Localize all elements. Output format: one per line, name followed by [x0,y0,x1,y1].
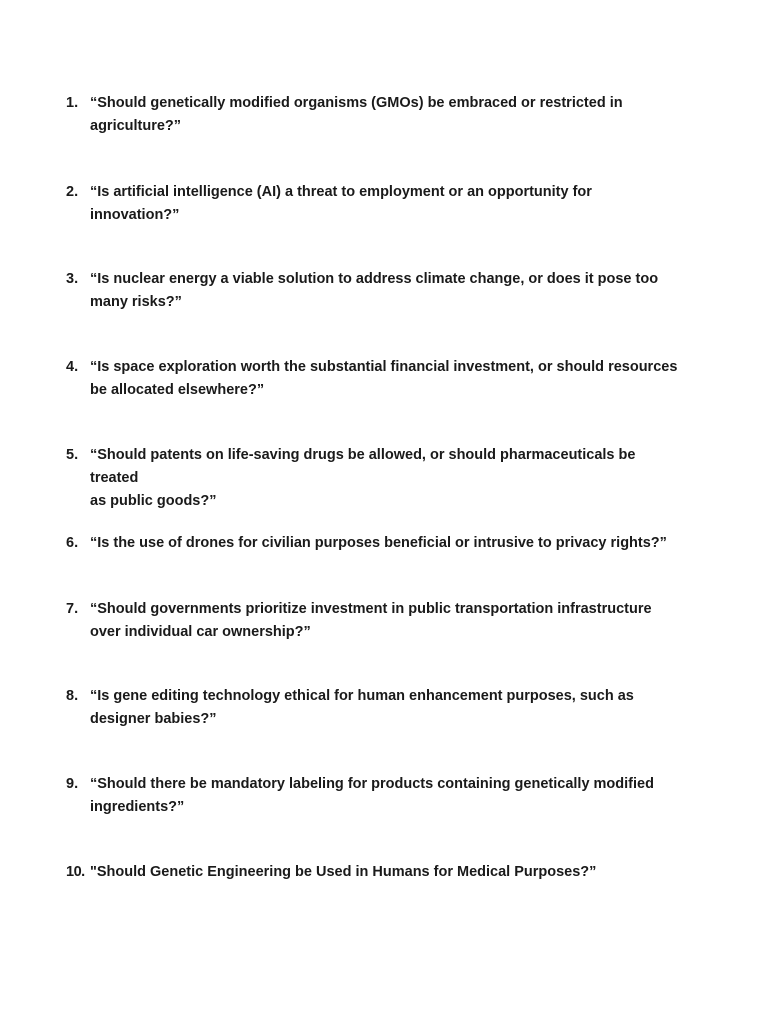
question-text: “Is space exploration worth the substantial financial investment, or should resources be allocated elsewhere?” [90,359,678,398]
question-number: 3. [66,271,79,287]
question-number: 4. [66,359,79,375]
question-number: 6. [66,535,79,551]
list-item [66,356,686,402]
question-number: 1. [66,95,79,111]
question-text: “Should there be mandatory labeling for products containing genetically modified ingredients?” [90,776,654,815]
list-item [66,92,686,138]
list-item [66,861,686,884]
question-text: “Should patents on life-saving drugs be allowed, or should pharmaceuticals be treated as public goods?” [90,447,636,509]
list-item [66,598,686,644]
question-number: 7. [66,601,79,617]
list-item [66,532,686,555]
list-item [66,773,686,819]
list-item [66,268,686,314]
question-text: “Is artificial intelligence (AI) a threat to employment or an opportunity for innovation?” [90,184,592,223]
question-number: 9. [66,776,79,792]
question-text: “Is nuclear energy a viable solution to address climate change, or does it pose too many risks?” [90,271,659,310]
list-item [66,444,686,513]
question-number: 8. [66,688,79,704]
list-item [66,685,686,731]
question-text: “Is gene editing technology ethical for human enhancement purposes, such as designer babies?” [90,688,634,727]
question-number: 5. [66,447,79,463]
question-text: "Should Genetic Engineering be Used in Humans for Medical Purposes?” [90,864,597,880]
question-number: 10. [66,864,85,880]
question-text: “Is the use of drones for civilian purposes beneficial or intrusive to privacy rights?” [90,535,667,551]
question-text: “Should genetically modified organisms (GMOs) be embraced or restricted in agriculture?” [90,95,623,134]
question-number: 2. [66,184,79,200]
question-text: “Should governments prioritize investment in public transportation infrastructure over individual car ownership?” [90,601,652,640]
list-item [66,181,686,227]
